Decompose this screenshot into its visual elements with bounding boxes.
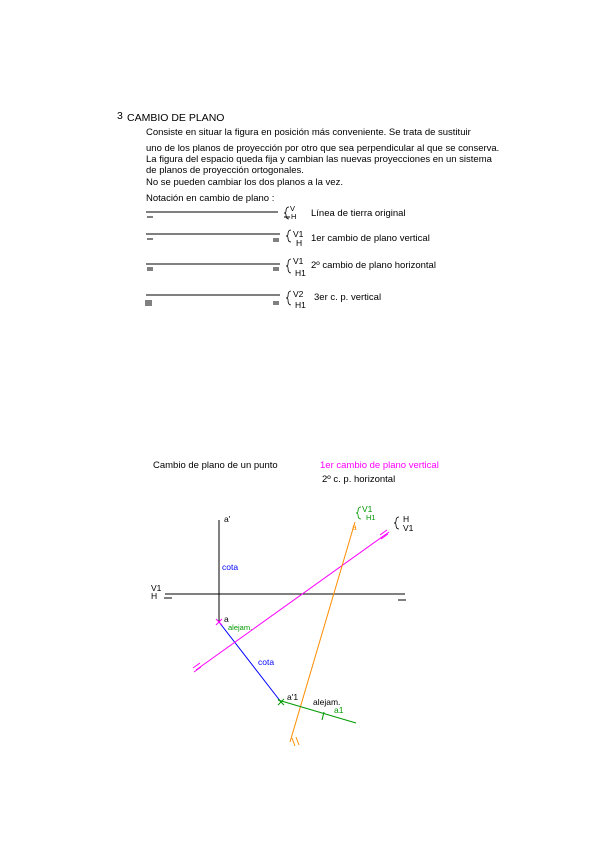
label-a1: a1	[334, 705, 344, 715]
brace-green	[356, 507, 361, 519]
legend-item-2: 2º c. p. horizontal	[322, 474, 396, 485]
notation-1-upper: V	[290, 204, 296, 213]
notation-3-upper: V1	[293, 256, 304, 266]
paragraph-line-1: Consiste en situar la figura en posición más conveniente. Se trata de sustituir	[146, 127, 471, 138]
notation-title: Notación en cambio de plano :	[146, 193, 275, 204]
notation-1-lower: H	[291, 212, 297, 221]
notation-2-upper: V1	[293, 229, 304, 239]
new-ground-line-orange	[290, 522, 355, 742]
label-lt-upper: V1	[151, 583, 162, 593]
brace-4	[286, 291, 291, 305]
notation-4-label: 3er c. p. vertical	[314, 292, 382, 303]
notation-4-upper: V2	[293, 289, 304, 299]
label-cota-vertical: cota	[222, 562, 239, 572]
paragraph-line-3: La figura del espacio queda fija y cambian las nuevas proyecciones en un sistema	[146, 154, 492, 165]
label-green-lower: H1	[366, 513, 376, 522]
notation-4-lower: H1	[295, 300, 306, 310]
label-cota-diagonal: cota	[258, 657, 275, 667]
orange-tick-2	[296, 737, 299, 745]
label-lt-lower: H	[151, 591, 158, 601]
paragraph-line-5: No se pueden cambiar los dos planos a la vez.	[146, 177, 343, 188]
label-green-upper: V1	[362, 504, 373, 514]
orange-tick-1	[292, 738, 295, 746]
notation-lines	[145, 212, 290, 305]
brace-2	[286, 230, 291, 242]
new-ground-line-magenta	[196, 532, 389, 670]
paragraph-line-2: uno de los planos de proyección por otro que sea perpendicular al que se conserva.	[146, 143, 500, 154]
notation-3-lower: H1	[295, 268, 306, 278]
label-orange-a: a	[352, 522, 357, 532]
label-a-prime-1: a'1	[287, 692, 299, 702]
brace-magenta	[394, 517, 399, 529]
brace-3	[286, 259, 291, 273]
paragraph-line-4: de planos de proyección ortogonales.	[146, 165, 304, 176]
label-magenta-lower: V1	[403, 523, 414, 533]
label-alejam: alejam.	[313, 697, 341, 707]
notation-braces	[284, 207, 291, 305]
label-a-prime: a'	[224, 514, 231, 524]
section-title: CAMBIO DE PLANO	[127, 112, 225, 124]
magenta-tick-1	[193, 663, 200, 668]
notation-2-lower: H	[296, 238, 303, 248]
diagram-title: Cambio de plano de un punto	[153, 460, 278, 471]
label-point-a: a	[224, 614, 229, 624]
label-magenta-upper: H	[403, 514, 410, 524]
notation-3-label: 2º cambio de plano horizontal	[311, 260, 436, 271]
notation-2-label: 1er cambio de plano vertical	[311, 233, 430, 244]
section-number: 3	[117, 110, 123, 122]
magenta-tick-2	[194, 667, 201, 672]
label-alejam-green: alejam.	[228, 623, 253, 632]
notation-1-label: Línea de tierra original	[311, 208, 406, 219]
legend-item-1: 1er cambio de plano vertical	[320, 460, 439, 471]
